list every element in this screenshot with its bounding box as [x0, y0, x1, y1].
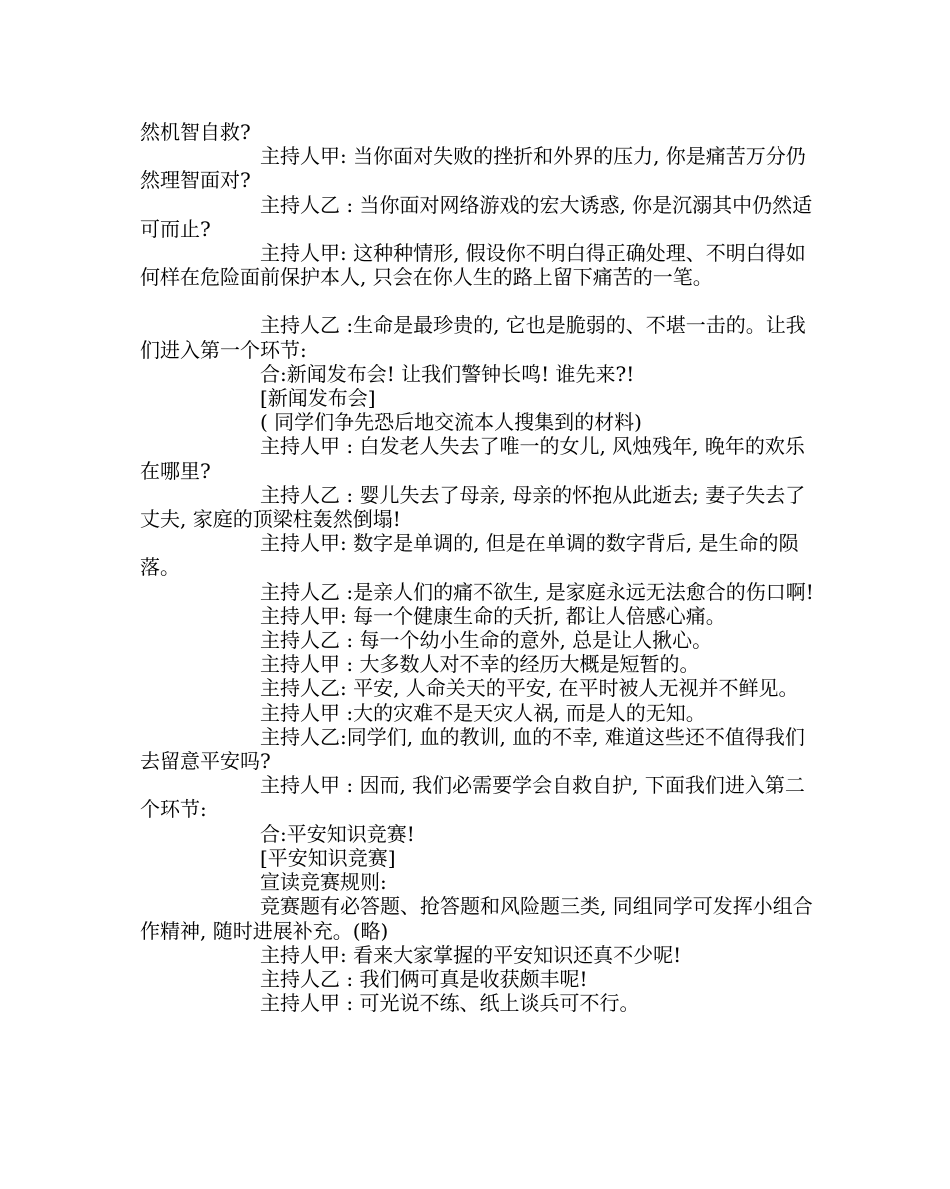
- paragraph-12: 主持人甲: 每一个健康生命的夭折, 都让人倍感心痛。: [260, 603, 726, 628]
- paragraph-15: 主持人乙: 平安, 人命关天的平安, 在平时被人无视并不鲜见。: [260, 676, 799, 701]
- paragraph-25: 主持人甲 : 可光说不练、纸上谈兵可不行。: [260, 991, 640, 1016]
- paragraph-18: 主持人甲 : 因而, 我们必需要学会自救自护, 下面我们进入第二个环节:: [140, 773, 805, 822]
- paragraph-8: 主持人甲 : 白发老人失去了唯一的女儿, 风烛残年, 晚年的欢乐在哪里?: [140, 434, 805, 483]
- paragraph-21: 宣读竞赛规则:: [260, 870, 387, 895]
- paragraph-9: 主持人乙 : 婴儿失去了母亲, 母亲的怀抱从此逝去; 妻子失去了丈夫, 家庭的顶梁柱轰然倒塌!: [140, 482, 806, 532]
- paragraph-1: 主持人甲: 当你面对失败的挫折和外界的压力, 你是痛苦万分仍然理智面对?: [140, 144, 806, 193]
- paragraph-11: 主持人乙 :是亲人们的痛不欲生, 是家庭永远无法愈合的伤口啊!: [260, 579, 814, 604]
- paragraph-0: 然机智自救?: [140, 120, 251, 144]
- paragraph-10: 主持人甲: 数字是单调的, 但是在单调的数字背后, 是生命的陨落。: [140, 531, 799, 580]
- document-body: [140, 120, 820, 1015]
- paragraph-23: 主持人甲: 看来大家掌握的平安知识还真不少呢!: [260, 942, 682, 967]
- paragraph-4: 主持人乙 :生命是最珍贵的, 它也是脆弱的、不堪一击的。让我们进入第一个环节:: [140, 313, 806, 362]
- paragraph-24: 主持人乙 : 我们俩可真是收获颇丰呢!: [260, 966, 588, 991]
- paragraph-5: 合:新闻发布会! 让我们警钟长鸣! 谁先来?!: [260, 361, 635, 386]
- paragraph-2: 主持人乙 : 当你面对网络游戏的宏大诱惑, 你是沉溺其中仍然适可而止?: [140, 192, 813, 241]
- paragraph-13: 主持人乙 : 每一个幼小生命的意外, 总是让人揪心。: [260, 628, 713, 653]
- paragraph-22: 竞赛题有必答题、抢答题和风险题三类, 同组同学可发挥小组合作精神, 随时进展补充。(略): [140, 894, 813, 943]
- paragraph-6: [新闻发布会]: [260, 386, 376, 411]
- paragraph-16: 主持人甲 :大的灾难不是天灾人祸, 而是人的无知。: [260, 700, 706, 725]
- paragraph-gap: [140, 289, 820, 313]
- paragraph-3: 主持人甲: 这种种情形, 假设你不明白得正确处理、不明白得如何样在危险面前保护本人, 只会在你人生的路上留下痛苦的一笔。: [140, 241, 806, 290]
- paragraph-7: ( 同学们争先恐后地交流本人搜集到的材料): [260, 410, 642, 435]
- paragraph-20: [平安知识竞赛]: [260, 845, 396, 870]
- paragraph-14: 主持人甲 : 大多数人对不幸的经历大概是短暂的。: [260, 652, 700, 677]
- paragraph-19: 合:平安知识竞赛!: [260, 821, 415, 846]
- paragraph-17: 主持人乙:同学们, 血的教训, 血的不幸, 难道这些还不值得我们去留意平安吗?: [140, 724, 805, 774]
